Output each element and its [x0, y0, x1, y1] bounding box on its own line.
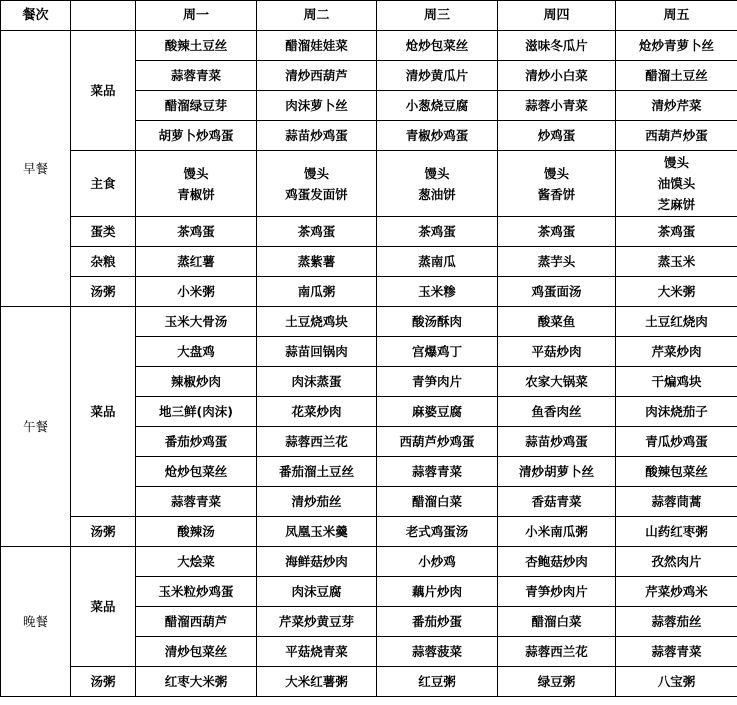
dish-cell: 醋溜白菜 [498, 607, 616, 637]
category-column-header [71, 1, 136, 31]
dish-cell: 蒜苗回锅肉 [257, 337, 377, 367]
dish-cell: 大烩菜 [136, 547, 257, 577]
dish-cell: 土豆烧鸡块 [257, 307, 377, 337]
dish-cell: 蒜蓉小青菜 [498, 91, 616, 121]
dish-cell: 红枣大米粥 [136, 667, 257, 697]
dish-cell: 八宝粥 [616, 667, 737, 697]
dish-cell: 小葱烧豆腐 [377, 91, 498, 121]
dish-cell: 茶鸡蛋 [136, 217, 257, 247]
dish-cell: 炒鸡蛋 [498, 121, 616, 151]
dish-cell: 蒜蓉西兰花 [257, 427, 377, 457]
dish-cell: 青椒炒鸡蛋 [377, 121, 498, 151]
table-row [1, 217, 737, 247]
meal-label-breakfast: 早餐 [1, 31, 71, 307]
dish-cell: 清炒芹菜 [616, 91, 737, 121]
dish-cell: 醋溜白菜 [377, 487, 498, 517]
dish-cell: 蒜蓉青菜 [136, 487, 257, 517]
dish-cell: 玉米糁 [377, 277, 498, 307]
dish-cell: 胡萝卜炒鸡蛋 [136, 121, 257, 151]
dish-cell: 番茄溜土豆丝 [257, 457, 377, 487]
dish-cell: 鸡蛋面汤 [498, 277, 616, 307]
dish-cell: 山药红枣粥 [616, 517, 737, 547]
dish-cell: 香菇青菜 [498, 487, 616, 517]
staple-cell [616, 151, 737, 217]
meal-label-dinner: 晚餐 [1, 547, 71, 697]
staple-item: 馒头 [663, 155, 689, 170]
dish-cell: 清炒胡萝卜丝 [498, 457, 616, 487]
dish-cell: 藕片炒肉 [377, 577, 498, 607]
dish-cell: 清炒包菜丝 [136, 637, 257, 667]
dish-cell: 大盘鸡 [136, 337, 257, 367]
dish-cell: 蒜蓉菠菜 [377, 637, 498, 667]
dish-cell: 老式鸡蛋汤 [377, 517, 498, 547]
category-label: 菜品 [71, 307, 136, 517]
dish-cell: 肉沫烧茄子 [616, 397, 737, 427]
dish-cell: 农家大锅菜 [498, 367, 616, 397]
staple-item: 鸡蛋发面饼 [285, 186, 348, 202]
dish-cell: 清炒茄丝 [257, 487, 377, 517]
dish-cell: 芹菜炒肉 [616, 337, 737, 367]
dish-cell: 西葫芦炒鸡蛋 [377, 427, 498, 457]
dish-cell: 大米粥 [616, 277, 737, 307]
dish-cell: 酸辣包菜丝 [616, 457, 737, 487]
dish-cell: 酸菜鱼 [498, 307, 616, 337]
dish-cell: 杏鲍菇炒肉 [498, 547, 616, 577]
dish-cell: 青瓜炒鸡蛋 [616, 427, 737, 457]
dish-cell: 平菇烧青菜 [257, 637, 377, 667]
dish-cell: 小米南瓜粥 [498, 517, 616, 547]
category-label: 蛋类 [71, 217, 136, 247]
dish-cell: 绿豆粥 [498, 667, 616, 697]
day-header: 周四 [498, 1, 616, 31]
staple-item: 青椒饼 [177, 186, 215, 202]
category-label: 汤粥 [71, 277, 136, 307]
dish-cell: 宫爆鸡丁 [377, 337, 498, 367]
dish-cell: 肉沫豆腐 [257, 577, 377, 607]
dish-cell: 玉米大骨汤 [136, 307, 257, 337]
dish-cell: 醋溜绿豆芽 [136, 91, 257, 121]
dish-cell: 肉沫蒸蛋 [257, 367, 377, 397]
dish-cell: 醋溜西葫芦 [136, 607, 257, 637]
staple-item: 葱油饼 [418, 186, 456, 202]
dish-cell: 玉米粒炒鸡蛋 [136, 577, 257, 607]
meal-column-header: 餐次 [1, 1, 71, 31]
dish-cell: 蒜苗炒鸡蛋 [257, 121, 377, 151]
table-row [1, 247, 737, 277]
dish-cell: 酸辣汤 [136, 517, 257, 547]
dish-cell: 醋溜土豆丝 [616, 61, 737, 91]
dish-cell: 番茄炒蛋 [377, 607, 498, 637]
dish-cell: 酸汤酥肉 [377, 307, 498, 337]
dish-cell: 小炒鸡 [377, 547, 498, 577]
dish-cell: 红豆粥 [377, 667, 498, 697]
dish-cell: 西葫芦炒蛋 [616, 121, 737, 151]
dish-cell: 清炒西葫芦 [257, 61, 377, 91]
dish-cell: 炝炒青萝卜丝 [616, 31, 737, 61]
dish-cell: 炝炒包菜丝 [136, 457, 257, 487]
dish-cell: 南瓜粥 [257, 277, 377, 307]
dish-cell: 干煸鸡块 [616, 367, 737, 397]
dish-cell: 芹菜炒鸡米 [616, 577, 737, 607]
table-row [1, 547, 737, 577]
table-row [1, 307, 737, 337]
day-header: 周一 [136, 1, 257, 31]
category-label: 菜品 [71, 31, 136, 151]
dish-cell: 醋溜娃娃菜 [257, 31, 377, 61]
dish-cell: 土豆红烧肉 [616, 307, 737, 337]
day-header: 周五 [616, 1, 737, 31]
dish-cell: 蒜蓉青菜 [377, 457, 498, 487]
dish-cell: 海鲜菇炒肉 [257, 547, 377, 577]
dish-cell: 蒜蓉青菜 [136, 61, 257, 91]
dish-cell: 麻婆豆腐 [377, 397, 498, 427]
dish-cell: 蒜蓉青菜 [616, 637, 737, 667]
meal-label-lunch: 午餐 [1, 307, 71, 547]
table-row [1, 151, 737, 217]
category-label: 杂粮 [71, 247, 136, 277]
dish-cell: 蒸芋头 [498, 247, 616, 277]
dish-cell: 炝炒包菜丝 [377, 31, 498, 61]
staple-cell [136, 151, 257, 217]
staple-cell [498, 151, 616, 217]
table-row [1, 517, 737, 547]
dish-cell: 滋味冬瓜片 [498, 31, 616, 61]
dish-cell: 蒸紫薯 [257, 247, 377, 277]
dish-cell: 蒜蓉茼蒿 [616, 487, 737, 517]
dish-cell: 茶鸡蛋 [616, 217, 737, 247]
dish-cell: 青笋肉片 [377, 367, 498, 397]
staple-item: 芝麻饼 [657, 197, 696, 212]
dish-cell: 蒸红薯 [136, 247, 257, 277]
dish-cell: 鱼香肉丝 [498, 397, 616, 427]
dish-cell: 蒜蓉茄丝 [616, 607, 737, 637]
dish-cell: 茶鸡蛋 [377, 217, 498, 247]
dish-cell: 小米粥 [136, 277, 257, 307]
table-row [1, 31, 737, 61]
dish-cell: 酸辣土豆丝 [136, 31, 257, 61]
staple-item: 馒头 [183, 165, 209, 181]
dish-cell: 茶鸡蛋 [257, 217, 377, 247]
dish-cell: 凤凰玉米羹 [257, 517, 377, 547]
dish-cell: 芹菜炒黄豆芽 [257, 607, 377, 637]
staple-item: 馒头 [543, 165, 569, 181]
dish-cell: 清炒黄瓜片 [377, 61, 498, 91]
staple-item: 馒头 [303, 165, 329, 181]
dish-cell: 平菇炒肉 [498, 337, 616, 367]
table-row [1, 277, 737, 307]
category-label: 主食 [71, 151, 136, 217]
dish-cell: 青笋炒肉片 [498, 577, 616, 607]
dish-cell: 番茄炒鸡蛋 [136, 427, 257, 457]
staple-cell [377, 151, 498, 217]
category-label: 汤粥 [71, 667, 136, 697]
category-label: 汤粥 [71, 517, 136, 547]
staple-item: 馒头 [424, 165, 450, 181]
category-label: 菜品 [71, 547, 136, 667]
dish-cell: 花菜炒肉 [257, 397, 377, 427]
dish-cell: 蒸南瓜 [377, 247, 498, 277]
header-row [1, 1, 737, 31]
dish-cell: 大米红薯粥 [257, 667, 377, 697]
table-row [1, 667, 737, 697]
dish-cell: 孜然肉片 [616, 547, 737, 577]
day-header: 周三 [377, 1, 498, 31]
staple-cell [257, 151, 377, 217]
dish-cell: 肉沫萝卜丝 [257, 91, 377, 121]
dish-cell: 蒜苗炒鸡蛋 [498, 427, 616, 457]
staple-item: 油馍头 [657, 176, 696, 191]
dish-cell: 蒜蓉西兰花 [498, 637, 616, 667]
day-header: 周二 [257, 1, 377, 31]
dish-cell: 地三鲜(肉沫) [136, 397, 257, 427]
dish-cell: 辣椒炒肉 [136, 367, 257, 397]
dish-cell: 蒸玉米 [616, 247, 737, 277]
dish-cell: 清炒小白菜 [498, 61, 616, 91]
dish-cell: 茶鸡蛋 [498, 217, 616, 247]
staple-item: 酱香饼 [537, 186, 576, 202]
